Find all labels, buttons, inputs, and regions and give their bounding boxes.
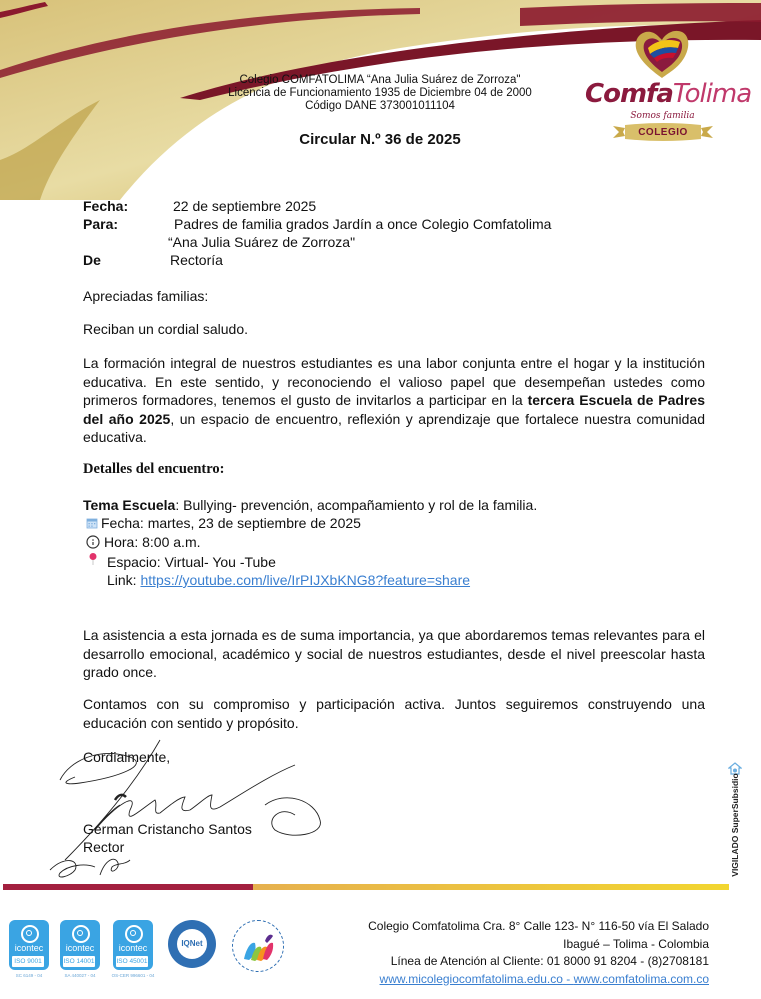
iqnet-label: IQNet <box>181 939 203 948</box>
details-heading: Detalles del encuentro: <box>83 461 225 477</box>
circular-title: Circular N.º 36 de 2025 <box>299 131 461 148</box>
intro-paragraph: La formación integral de nuestros estudiantes es una labor conjunta entre el hogar y la institución educativa. En este sentido, y reconociendo el valioso papel que desempeñan ustedes como primeros formadores, tenemos el gusto de invitarlos a participar en la tercera Escuela de Padres del año 2025, un espacio de encuentro, reflexión y aprendizaje que fortalece nuestra comunidad educativa. <box>83 355 706 445</box>
calendar-icon <box>86 517 98 529</box>
school-info <box>200 74 560 113</box>
logo-slogan: Somos familia <box>630 111 695 121</box>
intro-bold: tercera Escuela de Padres del año 2025 <box>83 392 705 427</box>
license-line: Licencia de Funcionamiento 1935 de Diciembre 04 de 2000 <box>228 87 532 99</box>
para-value-line1: Padres de familia grados Jardín a once Colegio Comfatolima <box>174 216 552 232</box>
hora-line <box>86 533 201 551</box>
icontec-icon <box>72 925 90 943</box>
link-line <box>107 571 470 589</box>
link-label: Link: <box>107 572 141 588</box>
footer-bar-gold <box>253 884 729 890</box>
hora-detail: Hora: 8:00 a.m. <box>104 534 201 550</box>
vigilado-text: VIGILADO SuperSubsidio <box>730 773 740 877</box>
iqnet-seal <box>168 920 216 968</box>
importance-paragraph: La asistencia a esta jornada es de suma importancia, ya que abordaremos temas relevantes para el desarrollo emocional, académico y social de nuestros estudiantes, desde el nivel preescolar hasta grado once. <box>83 627 705 680</box>
footer-bar-burgundy <box>3 884 253 890</box>
comfatolima-logo <box>585 28 752 148</box>
website-separator: - <box>562 971 574 986</box>
website-link-2[interactable]: www.comfatolima.com.co <box>573 971 709 986</box>
fecha-label: Fecha: <box>83 198 129 214</box>
cert-code-1: SC 6149 - 04 <box>15 973 43 978</box>
espacio-line <box>88 552 276 571</box>
cert-code-2: SA 440027 - 04 <box>64 973 96 978</box>
address-line1: Colegio Comfatolima Cra. 8° Calle 123- N° 116-50 vía El Salado <box>368 919 709 933</box>
logo-ribbon-label: COLEGIO <box>638 127 688 138</box>
cert-code-3: OS-CER 996601 - 04 <box>111 973 155 978</box>
fecha-value: 22 de septiembre 2025 <box>173 198 317 214</box>
closing-paragraph: Contamos con su compromiso y participación activa. Juntos seguiremos construyendo una educación con sentido y propósito. <box>83 696 705 731</box>
school-name: Colegio COMFATOLIMA “Ana Julia Suárez de Zorroza" <box>239 74 521 86</box>
icontec-icon <box>125 925 143 943</box>
clock-icon <box>86 535 100 549</box>
signer-title: Rector <box>83 839 125 855</box>
pin-icon <box>88 552 98 566</box>
tema-line <box>83 496 537 514</box>
vigilado-stamp <box>728 762 742 892</box>
signer-name: German Cristancho Santos <box>83 821 252 837</box>
phone-line: Línea de Atención al Cliente: 01 8000 91 8204 - (8)2708181 <box>390 954 709 968</box>
icontec-badge-3: icontec ISO 45001 <box>113 920 153 970</box>
website-link-1[interactable]: www.micolegiocomfatolima.edu.co <box>379 971 563 986</box>
people-icon <box>241 931 275 961</box>
valediction: Cordialmente, <box>83 749 171 765</box>
heart-logo-icon <box>632 28 692 80</box>
tema-label: Tema Escuela <box>83 497 176 513</box>
tema-value: : Bullying- prevención, acompañamiento y rol de la familia. <box>175 497 538 513</box>
fecha-detail: Fecha: martes, 23 de septiembre de 2025 <box>101 515 361 531</box>
icontec-icon <box>21 925 39 943</box>
family-seal-icon <box>232 920 284 972</box>
youtube-link[interactable]: https://youtube.com/live/IrPIJXbKNG8?feature=share <box>140 572 471 588</box>
para-value-line2: “Ana Julia Suárez de Zorroza" <box>168 234 356 250</box>
icontec-badge-2: icontec ISO 14001 <box>60 920 100 970</box>
greeting: Apreciadas familias: <box>83 288 209 304</box>
websites <box>368 971 709 989</box>
dane-code: Código DANE 373001011104 <box>305 100 455 112</box>
de-label: De <box>83 252 101 268</box>
icontec-badge-1: icontec ISO 9001 <box>9 920 49 970</box>
address-line2: Ibagué – Tolima - Colombia <box>563 936 709 951</box>
espacio-detail: Espacio: Virtual- You -Tube <box>107 554 276 570</box>
de-value: Rectoría <box>170 252 223 268</box>
logo-brand-text: ComfaTolima <box>585 79 752 109</box>
footer-address <box>368 918 709 988</box>
salutation: Reciban un cordial saludo. <box>83 321 248 337</box>
para-label: Para: <box>83 216 119 232</box>
fecha-detail-line <box>86 514 361 532</box>
